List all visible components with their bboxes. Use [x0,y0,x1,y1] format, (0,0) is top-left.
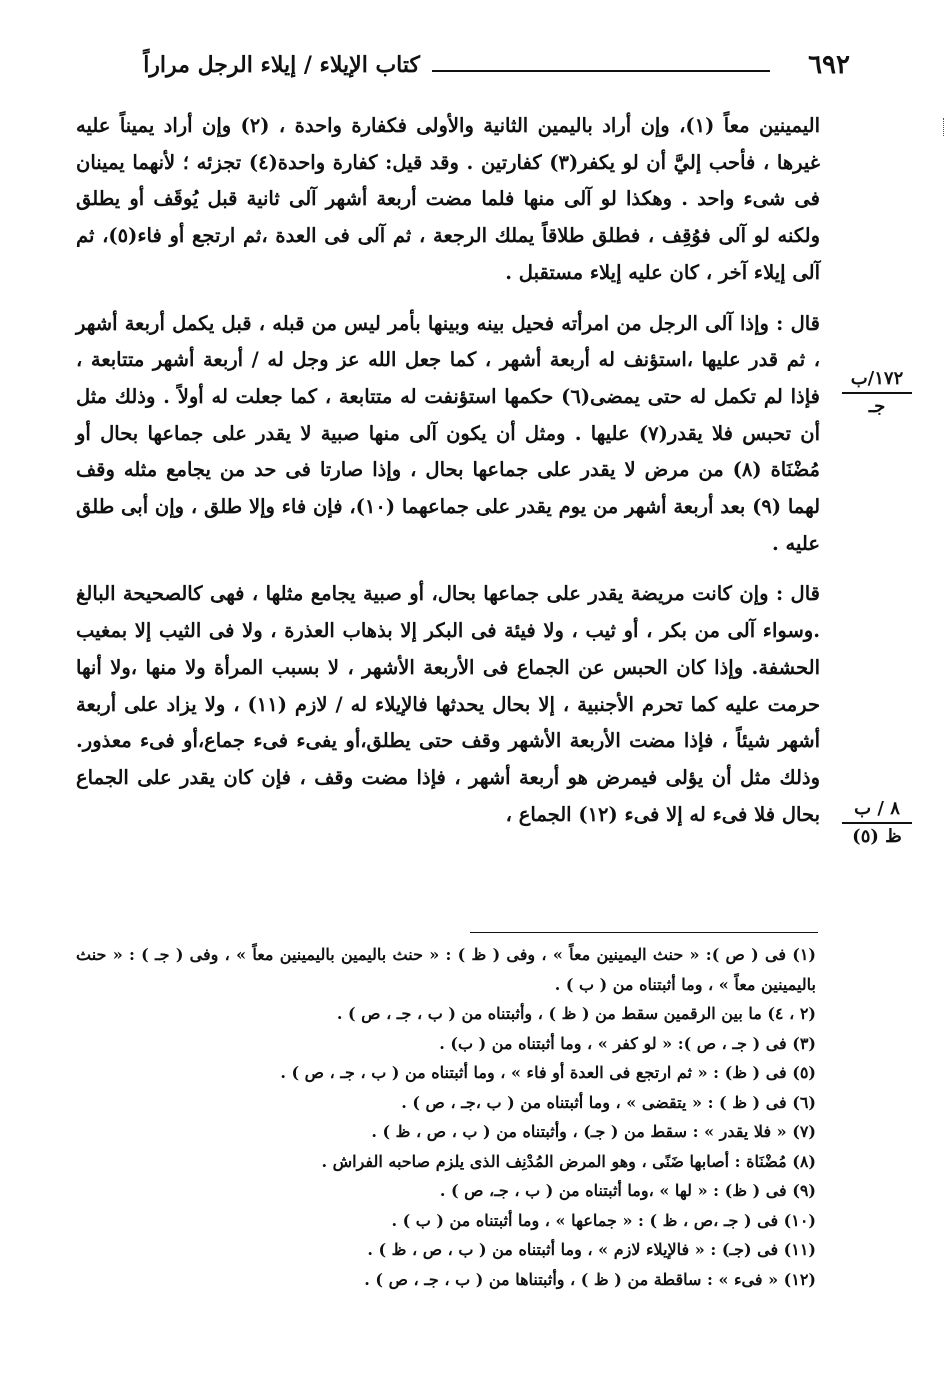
margin-note-folio: ٨ / ب [842,798,912,824]
paragraph-text: اليمينين معاً (١)، وإن أراد باليمين الثانية والأولى فكفارة واحدة ، (٢) وإن أراد يميناً عليه غيرها ، فأحب إليَّ أن لو يكفر(٣) كفارتين . وقد قيل: كفارة واحدة(٤) تجزئه ؛ لأنهما يمينان فى شىء واحد . وهكذا لو آلى منها فلما مضت أربعة أشهر آلى ثانية قبل يُوقَف أو يطلق ولكنه لو آلى فوُقِف ، فطلق طلاقاً يملك الرجعة ، ثم آلى فى العدة ،ثم ارتجع أو فاء(٥)، ثم آلى إيلاء آخر ، كان عليه إيلاء مستقبل . [76,114,820,284]
paragraph-text: وإذا آلى الرجل من امرأته فحيل بينه وبينها بأمر ليس من قبله ، قبل يكمل أربعة أشهر ، ثم قدر عليها ،استؤنف له أربعة أشهر ، كما جعل الله عز وجل له / أربعة أشهر متتابعة ، فإذا لم تكمل له حتى يمضى(٦) حكمها استؤنفت له متتابعة ، كما جعلت له أولاً . وذلك مثل أن تحبس فلا يقدر(٧) عليها . ومثل أن يكون آلى منها صبية لا يقدر على جماعها بحال أو مُضْنَاة (٨) من مرض لا يقدر على جماعها بحال ، وإذا صارتا فى حد من يجامع مثله وقف لهما (٩) بعد أربعة أشهر من يوم يقدر على جماعهما (١٠)، فإن فاء وإلا طلق ، وإن أبى طلق عليه . [76,311,821,555]
paragraph [76,576,820,833]
page-number: ٦٩٢ [808,50,850,80]
paragraph [76,306,820,563]
paragraph-lead: قال : [775,582,820,606]
footnotes [76,940,816,1294]
footnote: (٩) فى ( ظ) : « لها » ،وما أثبتناه من ( ب ، جـ، ص ) . [439,1181,816,1200]
footnote: (٦) فى ( ظ ) : « يتقضى » ، وما أثبتناه من ( ب ،جـ ، ص ) . [401,1092,816,1112]
footnote: (٥) فى ( ظ) : « ثم ارتجع فى العدة أو فاء » ، وما أثبتناه من ( ب ، جـ ، ص ) . [280,1063,816,1082]
footnote: (١٢) « فىء » : ساقطة من ( ظ ) ، وأثبتناها من ( ب ، جـ ، ص ) . [364,1269,816,1289]
running-title: كتاب الإيلاء / إيلاء الرجل مراراً [143,52,420,78]
main-text [76,108,820,833]
scan-mark [943,118,946,136]
footnote: (١١) فى (جـ) : « فالإيلاء لازم » ، وما أثبتناه من ( ب ، ص ، ظ ) . [367,1240,816,1259]
margin-note-manuscript-ref [842,368,912,418]
margin-note-manuscript-ref [842,798,912,848]
footnote: (١) فى ( ص ): « حنث اليمينين معاً » ، وفى ( ظ ) : « حنث باليمين باليمينين معاً » ، وفى ( جـ ) : « حنث باليمينين معاً » ، وما أثبتناه من ( ب ) . [76,945,816,994]
footnote: (١٠) فى ( جـ ،ص ، ظ ) : « جماعها » ، وما أثبتناه من ( ب ) . [391,1210,816,1230]
footnote: (٢ ، ٤) ما بين الرقمين سقط من ( ظ ) ، وأثبتناه من ( ب ، جـ ، ص ) . [336,1004,816,1023]
header-rule [432,70,770,72]
margin-note-siglum: ظ (٥) [852,826,902,847]
paragraph-text: وإن كانت مريضة يقدر على جماعها بحال، أو صبية يجامع مثلها ، فهى كالصحيحة البالغ .وسواء آلى من بكر ، أو ثيب ، ولا فيئة فى البكر إلا بذهاب العذرة ، ولا فى الثيب إلا بمغيب الحشفة. وإذا كان الحبس عن الجماع فى الأربعة الأشهر ، لا بسبب المرأة ولا منها ،ولا أنها حرمت عليه كما تحرم الأجنبية ، إلا بحال يحدثها فالإيلاء له / لازم (١١) ، ولا يزاد على أربعة أشهر شيئاً ، فإذا مضت الأربعة الأشهر وقف حتى يطلق،أو يفىء فىء جماع،أو فىء معذور. وذلك مثل أن يؤلى فيمرض هو أربعة أشهر ، فإذا مضت وقف ، فإن كان يقدر على الجماع بحال فلا فىء له إلا فىء (١٢) الجماع ، [76,582,820,826]
margin-note-folio: ١٧٢/ب [842,368,912,394]
footnote-separator [470,932,818,933]
paragraph-lead: قال : [776,311,820,335]
footnote: (٧) « فلا يقدر » : سقط من ( جـ) ، وأثبتناه من ( ب ، ص ، ظ ) . [371,1122,816,1141]
margin-note-siglum: جـ [868,396,886,417]
footnote: (٣) فى ( جـ ، ص ): « لو كفر » ، وما أثبتناه من ( ب) . [439,1033,816,1053]
page-header [60,44,850,94]
footnote: (٨) مُضْنَاة : أصابها ضَنًى ، وهو المرض المُدْنِف الذى يلزم صاحبه الفراش . [321,1151,816,1171]
paragraph [76,108,820,292]
